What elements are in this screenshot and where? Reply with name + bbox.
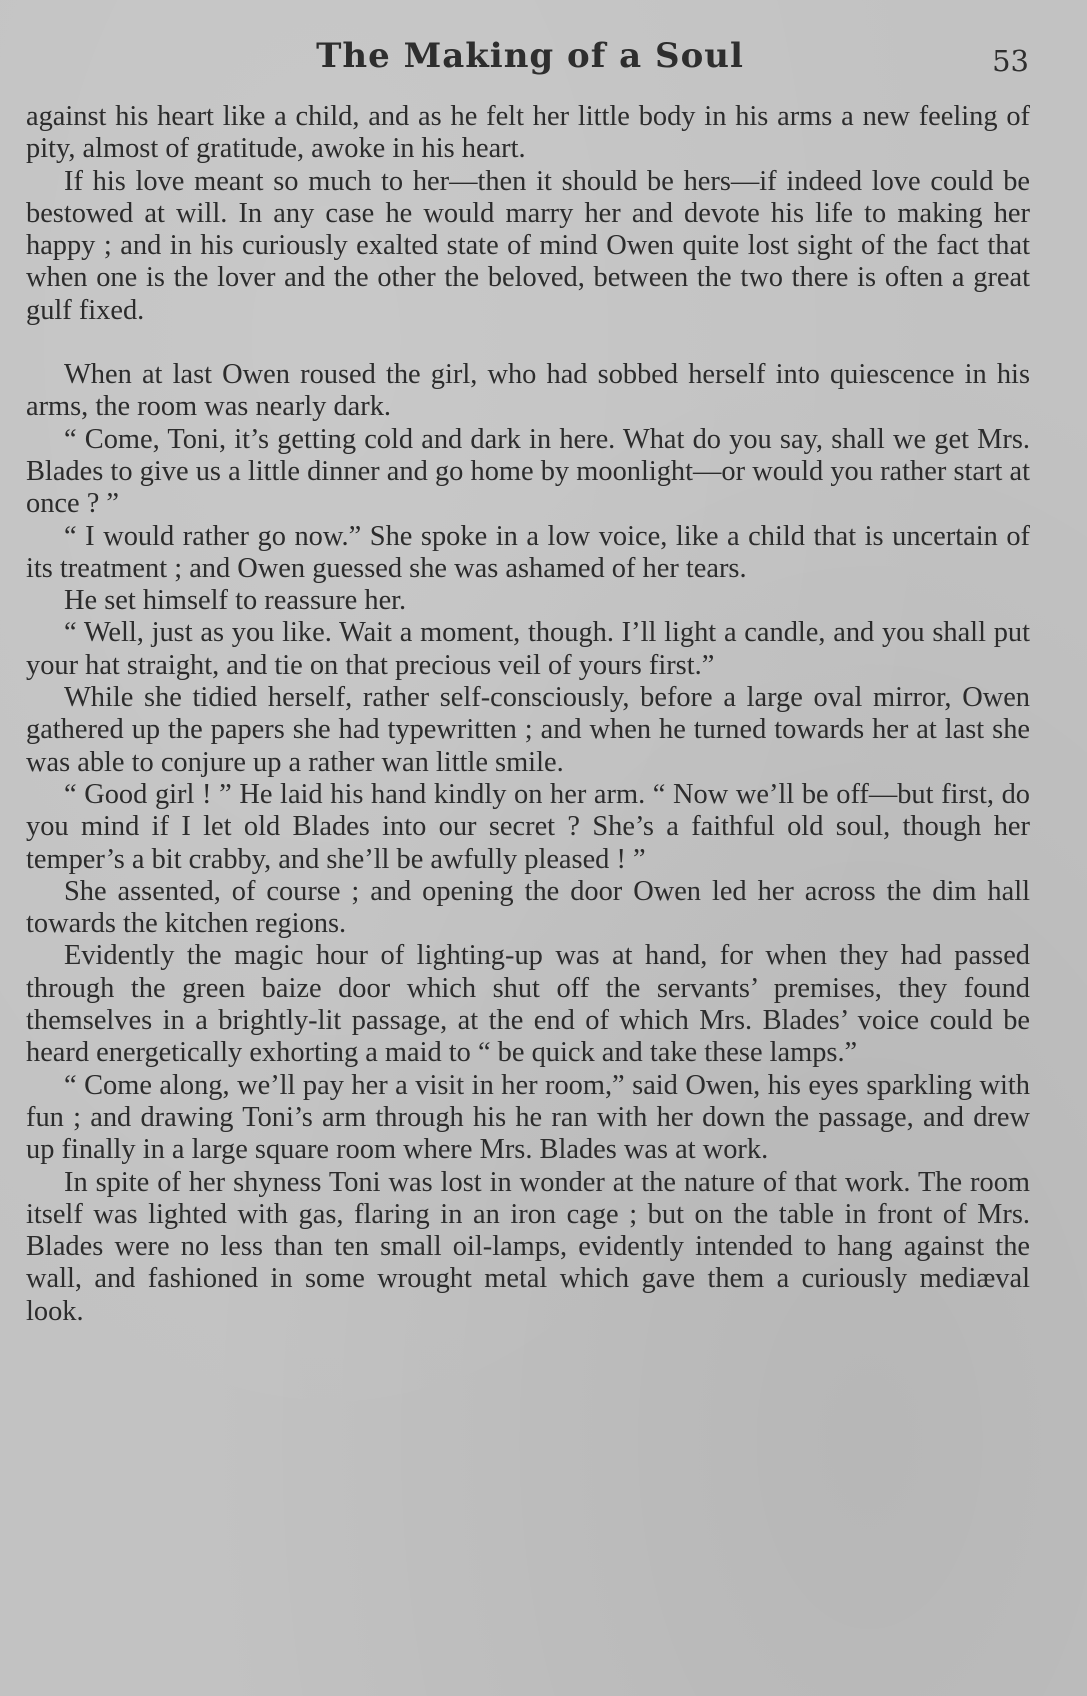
paragraph: against his heart like a child, and as he felt her little body in his arms a new feeling of pity, almost of gratitude, awoke in his heart. <box>26 101 1030 165</box>
paragraph: While she tidied herself, rather self-consciously, before a large oval mirror, Owen gathered up the papers she had typewritten ; and when he turned towards her at last she was able to conjure up a rather wan little smile. <box>26 682 1030 778</box>
paragraph: “ Good girl ! ” He laid his hand kindly on her arm. “ Now we’ll be off—but first, do you mind if I let old Blades into our secret ? She’s a faithful old soul, though her temper’s a bit crabby, and she’ll be awfully pleased ! ” <box>26 778 1030 875</box>
paragraph: “ I would rather go now.” She spoke in a low voice, like a child that is uncertain of its treatment ; and Owen guessed she was ashamed of her tears. <box>26 520 1030 584</box>
paragraph: In spite of her shyness Toni was lost in wonder at the nature of that work. The room itself was lighted with gas, flaring in an iron cage ; but on the table in front of Mrs. Blades were no less than ten small oil-lamps, evidently intended to hang against the wall, and fashioned in some wrought metal which gave them a curiously mediæval look. <box>26 1166 1030 1327</box>
paragraph: He set himself to reassure her. <box>64 585 407 617</box>
paragraph: She assented, of course ; and opening the door Owen led her across the dim hall towards the kitchen regions. <box>26 875 1030 940</box>
running-head <box>0 30 1087 90</box>
paragraph: When at last Owen roused the girl, who had sobbed herself into quiescence in his arms, the room was nearly dark. <box>26 359 1030 423</box>
body-text <box>26 101 1030 1328</box>
paragraph: “ Come along, we’ll pay her a visit in her room,” said Owen, his eyes sparkling with fun ; and drawing Toni’s arm through his he ran with her down the passage, and drew up finally in a large square room where Mrs. Blades was at work. <box>26 1069 1030 1166</box>
paragraph: If his love meant so much to her—then it should be hers—if indeed love could be bestowed at will. In any case he would marry her and devote his life to making her happy ; and in his curiously exalted state of mind Owen quite lost sight of the fact that when one is the lover and the other the beloved, between the two there is often a great gulf fixed. <box>26 165 1030 326</box>
running-title: The Making of a Soul <box>316 36 744 76</box>
page-number: 53 <box>992 44 1029 78</box>
paragraph: Evidently the magic hour of lighting-up was at hand, for when they had passed through the green baize door which shut off the servants’ premises, they found themselves in a brightly-lit passage, at the end of which Mrs. Blades’ voice could be heard energetically exhorting a maid to “ be quick and take these lamps.” <box>26 940 1030 1069</box>
paragraph: “ Well, just as you like. Wait a moment, though. I’ll light a candle, and you shall put your hat straight, and tie on that precious veil of yours first.” <box>26 617 1030 681</box>
paragraph: “ Come, Toni, it’s getting cold and dark in here. What do you say, shall we get Mrs. Blades to give us a little dinner and go home by moonlight—or would you rather start at once ? ” <box>26 423 1030 520</box>
